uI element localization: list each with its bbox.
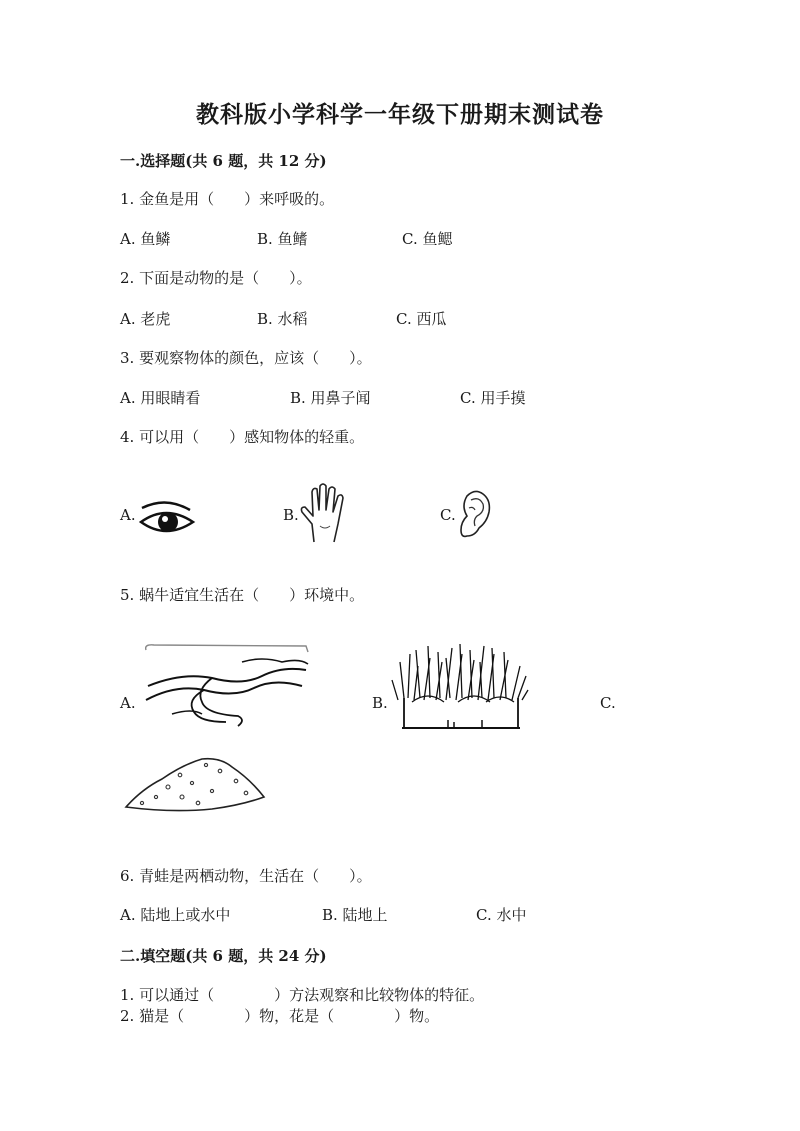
page-title: 教科版小学科学一年级下册期末测试卷 xyxy=(196,101,604,128)
soil-mound-image xyxy=(122,755,268,815)
question-1-option-c: C. 鱼鳃 xyxy=(402,230,453,248)
ear-icon xyxy=(455,486,495,542)
question-3-stem: 3. 要观察物体的颜色，应该（ ）。 xyxy=(120,349,372,367)
section-heading-fill-blank: 二.填空题(共 6 题，共 24 分) xyxy=(120,947,327,965)
question-4-option-b: B. xyxy=(283,506,299,524)
eye-icon xyxy=(138,498,196,538)
question-6-option-c: C. 水中 xyxy=(476,906,527,924)
question-5-option-b: B. xyxy=(372,694,388,712)
question-6-stem: 6. 青蛙是两栖动物，生活在（ ）。 xyxy=(120,867,372,885)
question-1-option-b: B. 鱼鳍 xyxy=(257,230,308,248)
question-6-option-b: B. 陆地上 xyxy=(322,906,388,924)
fill-question-2-stem: 2. 猫是（ ）物，花是（ ）物。 xyxy=(120,1007,440,1025)
question-5-option-a: A. xyxy=(120,694,136,712)
question-2-stem: 2. 下面是动物的是（ ）。 xyxy=(120,269,312,287)
question-4-option-c: C. xyxy=(440,506,456,524)
question-6-option-a: A. 陆地上或水中 xyxy=(120,906,231,924)
question-3-option-c: C. 用手摸 xyxy=(460,389,526,407)
question-2-option-a: A. 老虎 xyxy=(120,310,171,328)
grass-image xyxy=(388,640,530,732)
question-4-option-a: A. xyxy=(120,506,136,524)
section-heading-choice: 一.选择题(共 6 题，共 12 分) xyxy=(120,152,327,170)
question-2-option-b: B. 水稻 xyxy=(257,310,308,328)
question-4-stem: 4. 可以用（ ）感知物体的轻重。 xyxy=(120,428,365,446)
question-5-option-c: C. xyxy=(600,694,616,712)
question-2-option-c: C. 西瓜 xyxy=(396,310,447,328)
question-1-stem: 1. 金鱼是用（ ）来呼吸的。 xyxy=(120,190,335,208)
question-3-option-a: A. 用眼睛看 xyxy=(120,389,201,407)
question-5-stem: 5. 蜗牛适宜生活在（ ）环境中。 xyxy=(120,586,365,604)
water-stream-image xyxy=(142,642,310,728)
fill-question-1-stem: 1. 可以通过（ ）方法观察和比较物体的特征。 xyxy=(120,986,485,1004)
question-3-option-b: B. 用鼻子闻 xyxy=(290,389,371,407)
question-1-option-a: A. 鱼鳞 xyxy=(120,230,171,248)
hand-icon xyxy=(298,480,350,546)
